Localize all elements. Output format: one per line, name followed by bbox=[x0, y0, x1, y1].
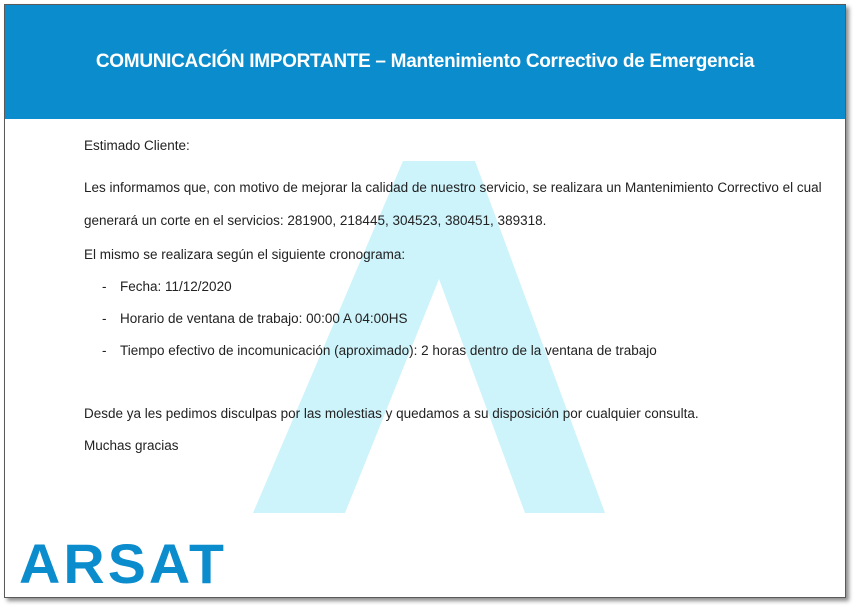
arsat-logo bbox=[19, 538, 229, 588]
communication-card bbox=[4, 4, 846, 598]
closing: Muchas gracias bbox=[84, 438, 179, 453]
bullet-window: Horario de ventana de trabajo: 00:00 A 04:00HS bbox=[120, 311, 408, 326]
apology: Desde ya les pedimos disculpas por las molestias y quedamos a su disposición por cualquier consulta. bbox=[84, 406, 699, 421]
logo-text: ARSAT bbox=[19, 538, 227, 588]
bullet-date: Fecha: 11/12/2020 bbox=[120, 279, 232, 294]
list-item: - Fecha: 11/12/2020 bbox=[102, 279, 232, 294]
list-item: - Horario de ventana de trabajo: 00:00 A 04:00HS bbox=[102, 311, 408, 326]
bullet-duration: Tiempo efectivo de incomunicación (aproximado): 2 horas dentro de la ventana de trabajo bbox=[120, 343, 657, 358]
header-banner bbox=[5, 5, 845, 119]
greeting: Estimado Cliente: bbox=[84, 138, 190, 153]
schedule-intro: El mismo se realizara según el siguiente cronograma: bbox=[84, 247, 406, 262]
list-item: - Tiempo efectivo de incomunicación (aproximado): 2 horas dentro de la ventana de trabajo bbox=[102, 343, 657, 358]
page-title: COMUNICACIÓN IMPORTANTE – Mantenimiento Correctivo de Emergencia bbox=[95, 51, 755, 72]
paragraph-line-1: Les informamos que, con motivo de mejorar la calidad de nuestro servicio, se realizara un Mantenimiento Correctivo el cual bbox=[84, 180, 822, 195]
paragraph-line-2: generará un corte en el servicios: 281900, 218445, 304523, 380451, 389318. bbox=[84, 213, 547, 228]
